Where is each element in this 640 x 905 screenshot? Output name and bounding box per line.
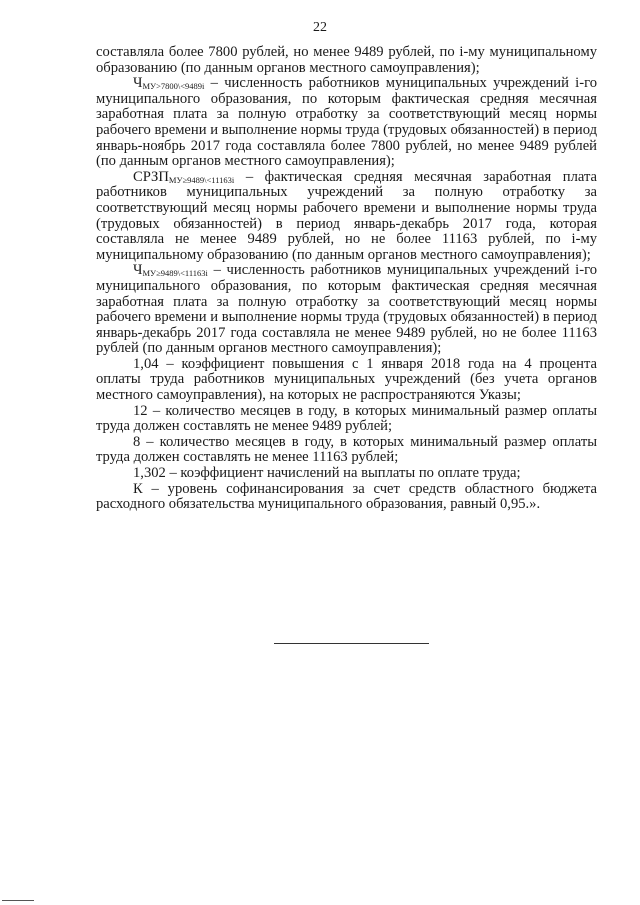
paragraph-raise-coefficient: 1,04 – коэффициент повышения с 1 января 2018 года на 4 процента оплаты труда работников муниципальных учреждений (без учета органов местного самоуправления), на которых не распространяются Указы; [96, 355, 597, 404]
paragraph-text: – численность работников муниципальных учреждений i-го муниципального образования, по которым фактическая средняя месячная заработная плата за полную отработку за соответствующий месяц нормы рабочего времени и выполнение нормы труда (трудовых обязанностей) в период январь-ноябрь 2017 года составляла более 7800 рублей, но менее 9489 рублей (по данным органов местного самоуправления); [96, 75, 597, 170]
paragraph-cofinancing-level: К – уровень софинансирования за счет средств областного бюджета расходного обязательства муниципального образования, равный 0,95.». [96, 480, 597, 513]
formula-subscript: МУ>7800\<9489i [142, 81, 205, 92]
paragraph-worker-count-9489 [96, 263, 597, 357]
formula-subscript: МУ≥9489\<11163i [142, 268, 208, 279]
paragraph-text: – численность работников муниципальных учреждений i-го муниципального образования, по которым фактическая средняя месячная заработная плата за полную отработку за соответствующий месяц нормы рабочего времени и выполнение нормы труда (трудовых обязанностей) в период январь-декабрь 2017 года составляла не менее 9489 рублей, но не более 11163 рублей (по данным органов местного самоуправления); [96, 262, 597, 357]
document-body [96, 45, 597, 513]
formula-subscript: МУ≥9489\<11163i [168, 174, 235, 185]
paragraph-accrual-coefficient: 1,302 – коэффициент начислений на выплаты по оплате труда; [133, 465, 521, 482]
scan-edge-mark [2, 900, 34, 901]
formula-symbol: СРЗП [133, 168, 169, 185]
paragraph-text: – фактическая средняя месячная заработная плата работников муниципальных учреждений за полную отработку за соответствующий месяц нормы рабочего времени и выполнение нормы труда (трудовых обязанностей) в период январь-декабрь 2017 года, которая составляла не менее 9489 рублей, но не более 11163 рублей, по i-му муниципальному образованию (по данным органов местного самоуправления); [96, 168, 597, 263]
formula-symbol: Ч [133, 75, 143, 92]
paragraph-average-salary [96, 170, 597, 264]
paragraph-months-8: 8 – количество месяцев в году, в которых минимальный размер оплаты труда должен составлять не менее 11163 рублей; [96, 433, 597, 466]
paragraph-months-12: 12 – количество месяцев в году, в которых минимальный размер оплаты труда должен составлять не менее 9489 рублей; [96, 402, 597, 435]
formula-symbol: Ч [133, 262, 143, 279]
paragraph-worker-count-7800 [96, 76, 597, 170]
paragraph-continuation: составляла более 7800 рублей, но менее 9489 рублей, по i-му муниципальному образованию (по данным органов местного самоуправления); [96, 44, 597, 76]
page-number: 22 [313, 20, 327, 35]
end-divider-line [274, 643, 429, 644]
